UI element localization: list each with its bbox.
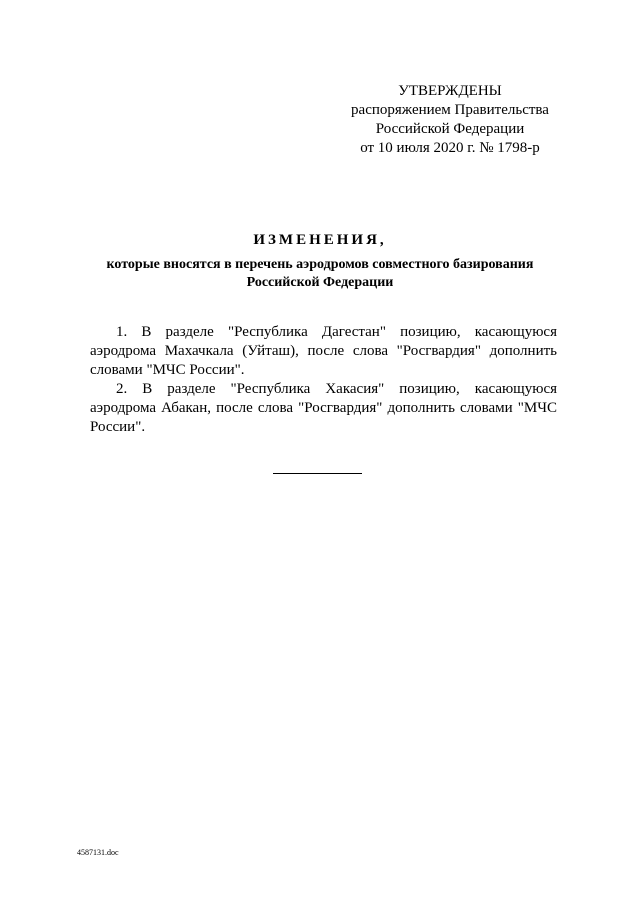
approval-government: Российской Федерации <box>375 121 525 137</box>
approval-block <box>330 82 570 158</box>
document-body <box>90 323 557 437</box>
document-file-code: 4587131.doc <box>77 848 119 857</box>
document-subtitle-line-1: которые вносятся в перечень аэродромов совместного базирования <box>106 257 534 272</box>
paragraph-2: 2. В разделе "Республика Хакасия" позицию, касающуюся аэродрома Абакан, после слова "Росгвардия" дополнить словами "МЧС России". <box>90 381 557 435</box>
document-subtitle <box>60 256 580 292</box>
paragraph-1: 1. В разделе "Республика Дагестан" позицию, касающуюся аэродрома Махачкала (Уйташ), после слова "Росгвардия" дополнить словами "МЧС России". <box>90 324 557 378</box>
end-divider <box>273 473 362 474</box>
document-title: ИЗМЕНЕНИЯ, <box>253 232 387 248</box>
approval-title: УТВЕРЖДЕНЫ <box>398 83 502 99</box>
document-subtitle-line-2: Российской Федерации <box>246 275 394 290</box>
document-heading <box>60 230 580 292</box>
approval-authority: распоряжением Правительства <box>351 102 549 118</box>
approval-date-number: от 10 июля 2020 г. № 1798-р <box>360 140 540 156</box>
